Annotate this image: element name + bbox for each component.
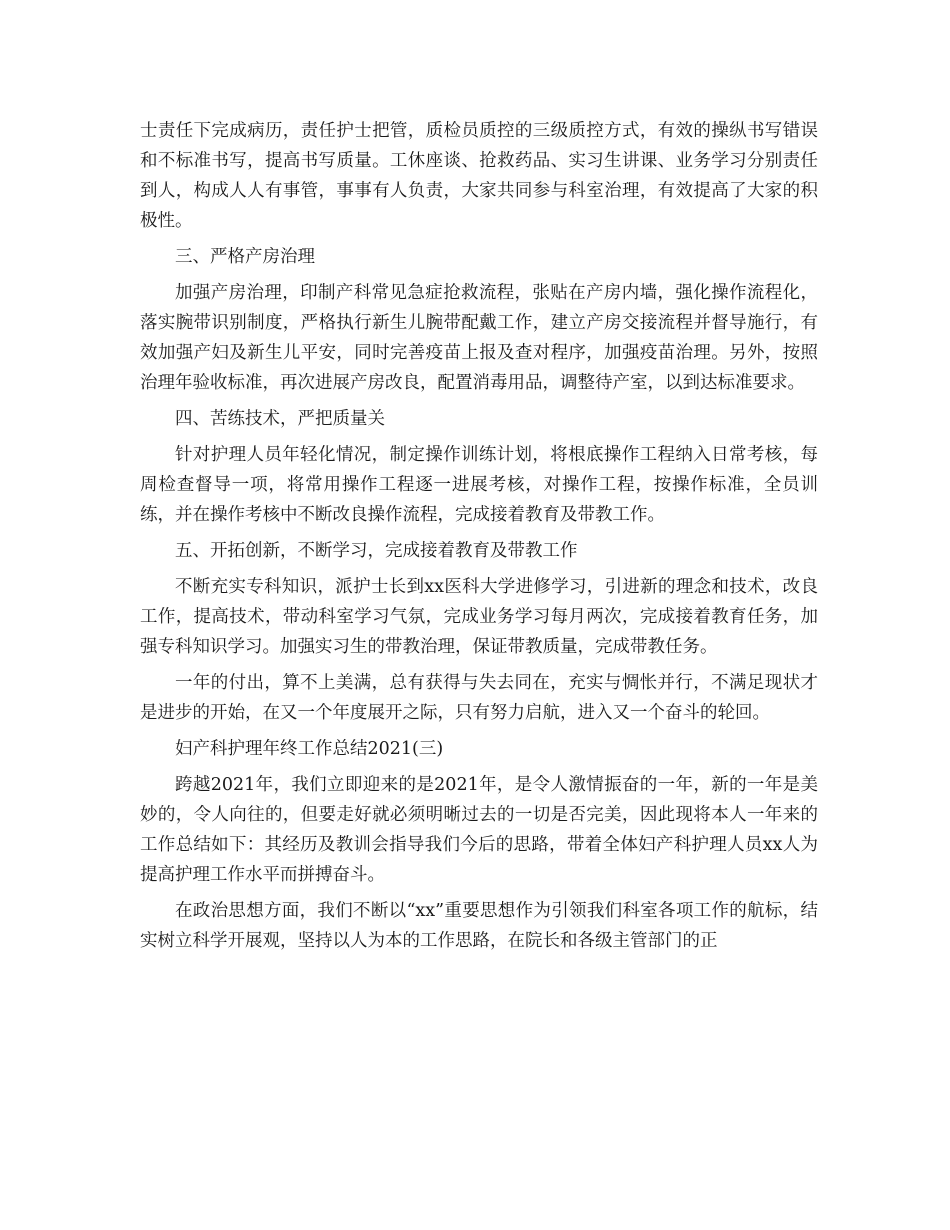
paragraph-3: 针对护理人员年轻化情况，制定操作训练计划，将根底操作工程纳入日常考核，每周检查督导一项，将常用操作工程逐一进展考核，对操作工程，按操作标准，全员训练，并在操作考核中不断改良操作流程，完成接着教育及带教工作。 [140, 445, 818, 525]
paragraph-7: 在政治思想方面，我们不断以“xx”重要思想作为引领我们科室各项工作的航标，结实树立科学开展观，坚持以人为本的工作思路，在院长和各级主管部门的正 [140, 901, 818, 951]
paragraph-4: 不断充实专科知识，派护士长到xx医科大学进修学习，引进新的理念和技术，改良工作，提高技术，带动科室学习气氛，完成业务学习每月两次，完成接着教育任务，加强专科知识学习。加强实习生的带教治理，保证带教质量，完成带教任务。 [140, 577, 818, 657]
section-heading-5: 五、开拓创新，不断学习，完成接着教育及带教工作 [175, 541, 578, 561]
paragraph-1: 士责任下完成病历，责任护士把管，质检员质控的三级质控方式，有效的操纵书写错误和不标准书写，提高书写质量。工休座谈、抢救药品、实习生讲课、业务学习分别责任到人，构成人人有事管，事事有人负责，大家共同参与科室治理，有效提高了大家的积极性。 [140, 121, 818, 231]
section-heading-3: 三、严格产房治理 [175, 247, 315, 267]
section-heading-4: 四、苦练技术，严把质量关 [175, 409, 385, 429]
paragraph-2: 加强产房治理，印制产科常见急症抢救流程，张贴在产房内墙，强化操作流程化，落实腕带识别制度，严格执行新生儿腕带配戴工作，建立产房交接流程并督导施行，有效加强产妇及新生儿平安，同时完善疫苗上报及查对程序，加强疫苗治理。另外，按照治理年验收标准，再次进展产房改良，配置消毒用品，调整待产室，以到达标准要求。 [140, 283, 818, 393]
paragraph-5: 一年的付出，算不上美满，总有获得与失去同在，充实与惆怅并行，不满足现状才是进步的开始，在又一个年度展开之际，只有努力启航，进入又一个奋斗的轮回。 [140, 673, 818, 723]
paragraph-6: 跨越2021年，我们立即迎来的是2021年，是令人激情振奋的一年，新的一年是美妙的，令人向往的，但要走好就必须明晰过去的一切是否完美，因此现将本人一年来的工作总结如下：其经历及教训会指导我们今后的思路，带着全体妇产科护理人员xx人为提高护理工作水平而拼搏奋斗。 [140, 775, 818, 885]
document-page [140, 116, 818, 962]
document-subtitle: 妇产科护理年终工作总结2021(三) [175, 739, 444, 759]
